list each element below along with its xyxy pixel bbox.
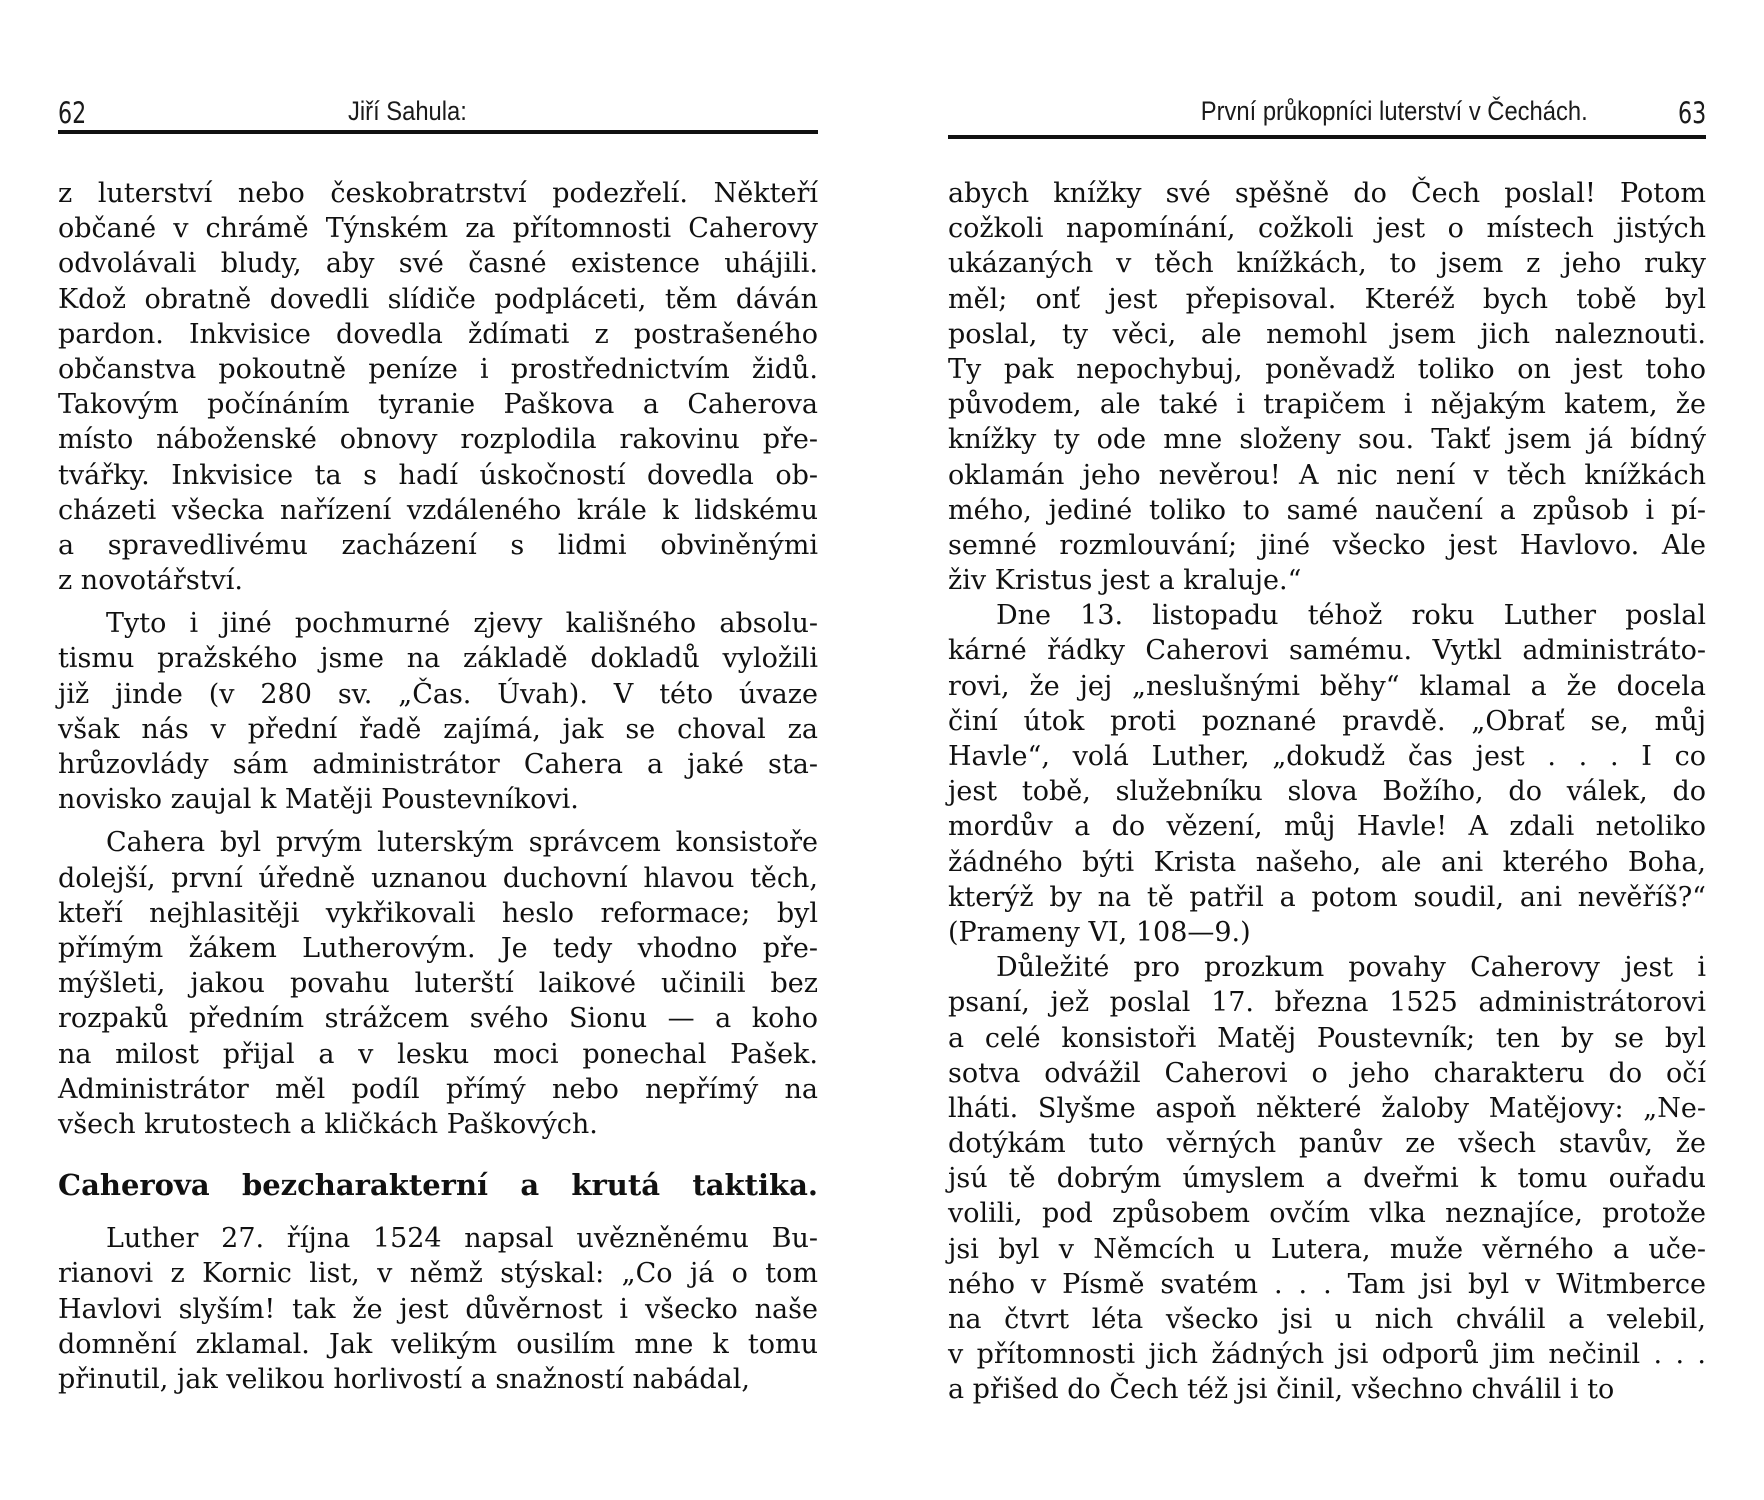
text-line: Administrátor měl podíl přímý nebo nepřímý na <box>58 1073 818 1105</box>
text-line: psaní, jež poslal 17. března 1525 administrátorovi <box>948 987 1706 1019</box>
text-line: hrůzovlády sám administrátor Cahera a jaké sta- <box>58 749 818 780</box>
text-line: Havle“, volá Luther, „dokudž čas jest . . . I co <box>948 741 1706 772</box>
text-line: domnění zklamal. Jak velikým ousilím mne k tomu <box>58 1328 818 1360</box>
text-line: z novotářství. <box>58 565 243 597</box>
text-line: (Prameny VI, 108—9.) <box>948 916 1251 948</box>
text-line: mordův a do vězení, můj Havle! A zdali netoliko <box>948 811 1706 843</box>
section-heading: Caherova bezcharakterní a krutá taktika. <box>58 1168 818 1203</box>
text-line: občané v chrámě Týnském za přítomnosti Caherovy <box>58 213 818 245</box>
text-line: novisko zaujal k Matěji Poustevníkovi. <box>58 784 579 816</box>
running-head <box>58 96 818 128</box>
text-line: občanstva pokoutně peníze i prostřednictvím židů. <box>58 353 818 385</box>
text-line: jsi byl v Němcích u Lutera, muže věrného a uče- <box>948 1233 1706 1265</box>
page-body <box>58 176 818 1397</box>
paragraph <box>58 1221 818 1397</box>
text-line: a přišed do Čech též jsi činil, všechno chválil i to <box>948 1374 1615 1406</box>
text-line: živ Kristus jest a kraluje.“ <box>948 565 1302 597</box>
text-line: poslal, ty věci, ale nemohl jsem jich naleznouti. <box>948 318 1706 350</box>
text-line: z luterství nebo českobratrství podezřelí. Někteří <box>58 178 818 209</box>
text-line: rozpaků předním strážcem svého Sionu — a koho <box>58 1003 818 1035</box>
running-head-title: Jiří Sahula: <box>348 96 467 126</box>
text-line: Dne 13. listopadu téhož roku Luther poslal <box>996 600 1706 632</box>
text-line: mýšleti, jakou povahu luterští laikové učinili bez <box>58 968 818 1000</box>
text-line: Luther 27. října 1524 napsal uvězněnému Bu- <box>106 1223 818 1255</box>
text-line: však nás v přední řadě zajímá, jak se choval za <box>58 713 818 745</box>
page-number: 62 <box>58 96 87 130</box>
text-line: rianovi z Kornic list, v němž stýskal: „Co já o tom <box>58 1258 818 1290</box>
page-body <box>948 176 1706 1408</box>
text-line: místo náboženské obnovy rozplodila rakovinu pře- <box>58 424 818 456</box>
text-line: cházeti všecka nařízení vzdáleného krále k lidskému <box>58 494 818 526</box>
text-line: Ty pak nepochybuj, poněvadž toliko on jest toho <box>948 353 1706 385</box>
text-line: tismu pražského jsme na základě dokladů vyložili <box>58 643 818 675</box>
text-line: Cahera byl prvým luterským správcem konsistoře <box>106 827 818 859</box>
text-line: knížky ty ode mne složeny sou. Takť jsem já bídný <box>948 424 1706 456</box>
text-line: všech krutostech a kličkách Paškových. <box>58 1108 598 1140</box>
text-line: oklamán jeho nevěrou! A nic není v těch knížkách <box>948 459 1706 491</box>
text-line: měl; onť jest přepisoval. Kteréž bych tobě byl <box>948 283 1706 315</box>
text-line: jsú tě dobrým úmyslem a dveřmi k tomu ouřadu <box>948 1163 1706 1195</box>
text-line: lháti. Slyšme aspoň některé žaloby Matějovy: „Ne- <box>948 1092 1706 1124</box>
text-line: ného v Písmě svatém . . . Tam jsi byl v Witmberce <box>948 1268 1706 1300</box>
text-line: Takovým počínáním tyranie Paškova a Caherova <box>58 389 818 421</box>
paragraph <box>948 598 1706 950</box>
text-line: přímým žákem Lutherovým. Je tedy vhodno pře- <box>58 932 818 964</box>
paragraph <box>948 176 1706 598</box>
text-line: a celé konsistoři Matěj Poustevník; ten by se byl <box>948 1022 1706 1054</box>
text-line: na milost přijal a v lesku moci ponechal Pašek. <box>58 1038 818 1070</box>
text-line: přinutil, jak velikou horlivostí a snažností nabádal, <box>58 1364 750 1395</box>
text-line: rovi, že jej „neslušnými běhy“ klamal a že docela <box>948 670 1706 702</box>
text-line: ukázaných v těch knížkách, to jsem z jeho ruky <box>948 248 1706 280</box>
text-line: již jinde (v 280 sv. „Čas. Úvah). V této úvaze <box>58 678 818 710</box>
text-line: sotva odvážil Caherovi o jeho charakteru do očí <box>948 1057 1706 1089</box>
text-line: Tyto i jiné pochmurné zjevy kališného absolu- <box>106 608 818 640</box>
text-line: semné rozmlouvání; jiné všecko jest Havlovo. Ale <box>948 529 1706 561</box>
text-line: Kdož obratně dovedli slídiče podpláceti, těm dáván <box>58 283 818 315</box>
text-line: kárné řádky Caherovi samému. Vytkl administráto- <box>948 635 1706 667</box>
text-line: abych knížky své spěšně do Čech poslal! Potom <box>948 178 1706 209</box>
text-line: tvářky. Inkvisice ta s hadí úskočností dovedla ob- <box>58 459 818 491</box>
running-head-title: První průkopníci luterství v Čechách. <box>1201 96 1588 126</box>
text-line: kterýž by na tě patřil a potom soudil, ani nevěříš?“ <box>948 881 1706 913</box>
paragraph <box>948 950 1706 1407</box>
text-line: na čtvrt léta všecko jsi u nich chválil a velebil, <box>948 1304 1706 1335</box>
text-line: pardon. Inkvisice dovedla ždímati z postrašeného <box>58 318 818 350</box>
text-line: Důležité pro prozkum povahy Caherovy jest i <box>996 952 1706 984</box>
text-line: odvolávali bludy, aby své časné existence uhájili. <box>58 248 818 280</box>
text-line: Havlovi slyším! tak že jest důvěrnost i všecko naše <box>58 1293 818 1325</box>
header-rule <box>948 135 1706 139</box>
header-rule <box>58 130 818 134</box>
text-line: cožkoli napomínání, cožkoli jest o místech jistých <box>948 213 1706 245</box>
text-line: mého, jediné toliko to samé naučení a způsob i pí- <box>948 494 1706 526</box>
text-line: a spravedlivému zacházení s lidmi obviněnými <box>58 529 818 561</box>
text-line: dolejší, první úředně uznanou duchovní hlavou těch, <box>58 862 818 894</box>
text-line: původem, ale také i trapičem i nějakým katem, že <box>948 389 1706 421</box>
paragraph <box>58 176 818 598</box>
text-line: v přítomnosti jich žádných jsi odporů jim nečinil . . . <box>948 1339 1706 1371</box>
running-head <box>948 96 1706 128</box>
page-number: 63 <box>1677 96 1706 130</box>
paragraph <box>58 825 818 1142</box>
text-line: činí útok proti poznané pravdě. „Obrať se, můj <box>948 705 1706 737</box>
text-line: dotýkám tuto věrných panův ze všech stavův, že <box>948 1128 1706 1160</box>
text-line: žádného býti Krista našeho, ale ani kterého Boha, <box>948 846 1706 878</box>
text-line: jest tobě, služebníku slova Božího, do válek, do <box>948 776 1706 808</box>
paragraph <box>58 606 818 817</box>
text-line: kteří nejhlasitěji vykřikovali heslo reformace; byl <box>58 897 818 929</box>
text-line: volili, pod způsobem ovčím vlka neznajíce, protože <box>948 1198 1706 1230</box>
